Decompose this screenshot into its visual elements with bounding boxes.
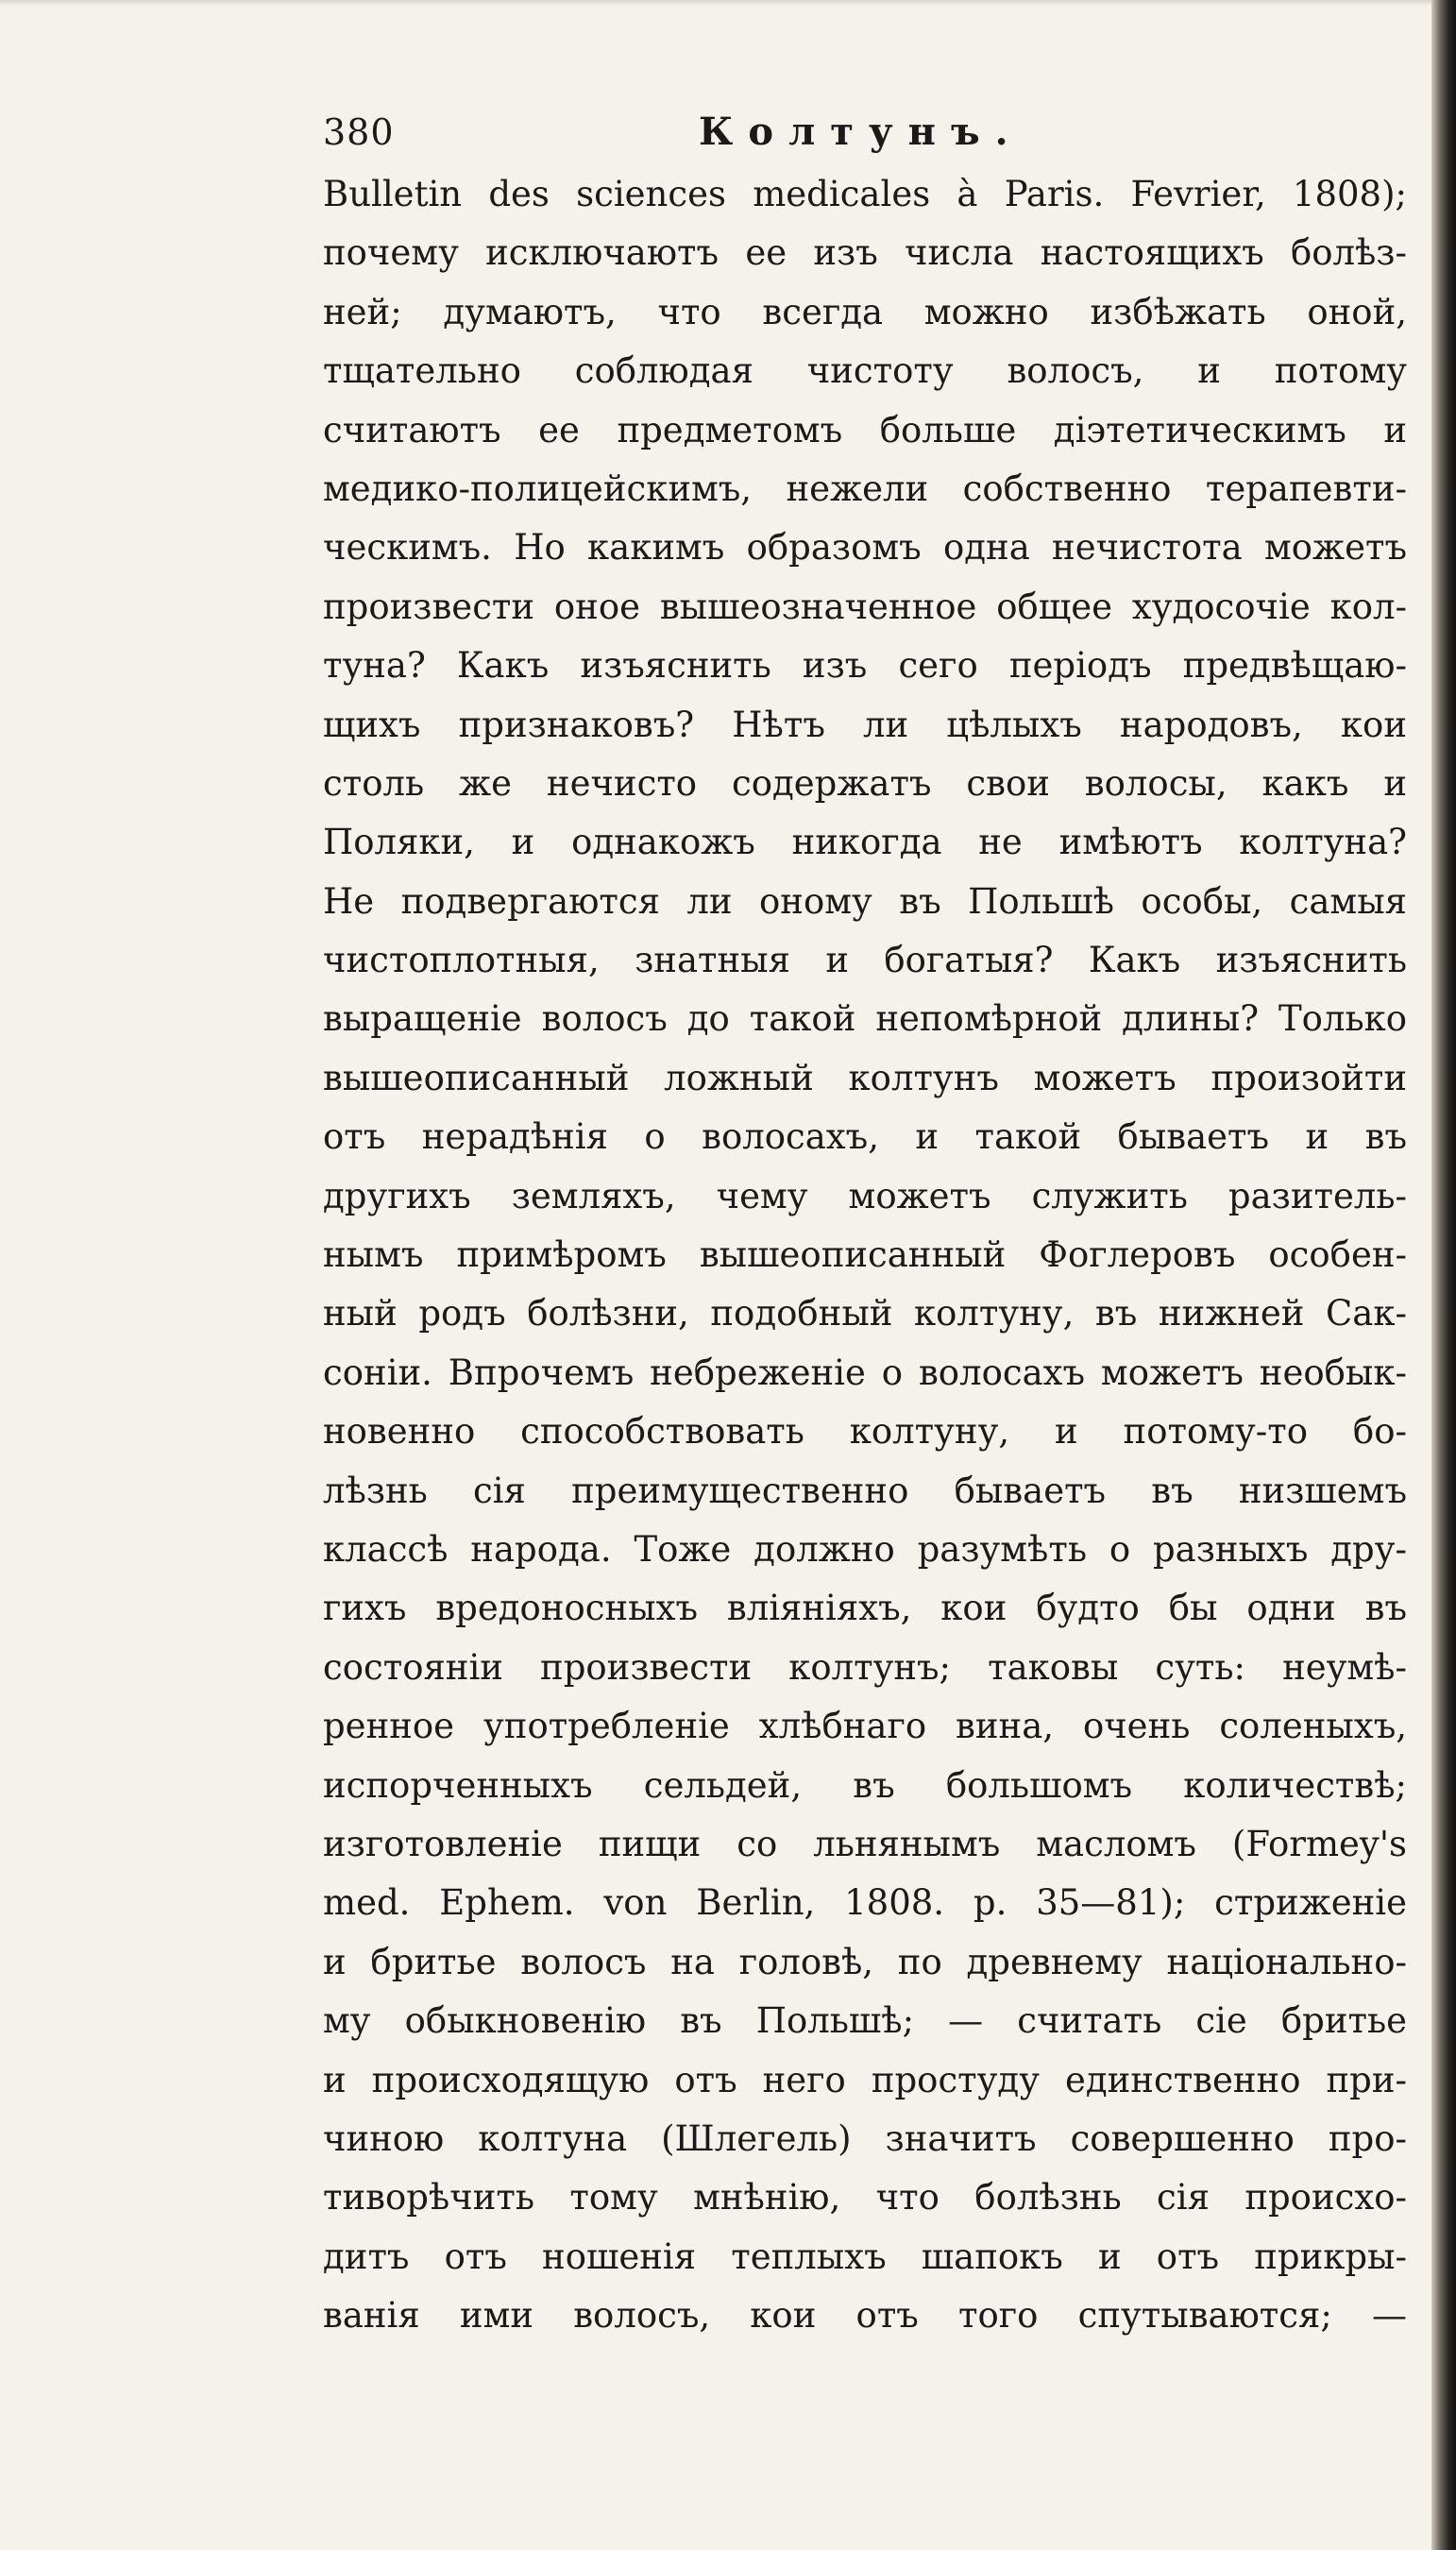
page-top-edge [0,0,1456,6]
text-line: произвести оное вышеозначенное общее худосочіе кол- [323,586,1407,627]
text-line: гихъ вредоносныхъ вліяніяхъ, кои будто бы одни въ [323,1588,1407,1629]
text-line: лѣзнь сія преимущественно бываетъ въ низшемъ [323,1470,1407,1511]
text-line: Не подвергаются ли оному въ Польшѣ особы, самыя [323,880,1407,922]
text-line: отъ нерадѣнія о волосахъ, и такой бываетъ и въ [323,1116,1407,1158]
page-binding-edge [1431,0,1456,2550]
text-line: столь же нечисто содержатъ свои волосы, какъ и [323,762,1407,804]
text-line: другихъ земляхъ, чему можетъ служить разитель- [323,1175,1407,1216]
text-line: ванія ими волосъ, кои отъ того спутываются; — [323,2295,1407,2337]
text-line: ренное употребленіе хлѣбнаго вина, очень соленыхъ, [323,1706,1407,1747]
text-line: новенно способствовать колтуну, и потому-то бо- [323,1411,1407,1453]
text-line: Bulletin des sciences medicales à Paris. Fevrier, 1808); [323,174,1407,214]
running-title: Колтунъ. [699,110,1024,154]
text-line: чиною колтуна (Шлегель) значитъ совершенно про- [323,2117,1407,2159]
text-line: щихъ признаковъ? Нѣтъ ли цѣлыхъ народовъ, кои [323,704,1407,745]
text-line: испорченныхъ сельдей, въ большомъ количествѣ; [323,1764,1407,1806]
text-line: вышеописанный ложный колтунъ можетъ произойти [323,1057,1407,1098]
text-line: дитъ отъ ношенія теплыхъ шапокъ и отъ прикры- [323,2236,1407,2277]
text-line: ней; думаютъ, что всегда можно избѣжать оной, [323,291,1407,332]
text-line: med. Ephem. von Berlin, 1808. p. 35—81); стриженіе [323,1882,1407,1924]
page-header [323,104,1173,161]
text-line: выращеніе волосъ до такой непомѣрной длины? Только [323,998,1407,1040]
text-line: изготовленіе пищи со льнянымъ масломъ (Formey's [323,1823,1407,1864]
text-line: классѣ народа. Тоже должно разумѣть о разныхъ дру- [323,1528,1407,1570]
text-line: почему исключаютъ ее изъ числа настоящихъ болѣз- [323,232,1407,274]
body-text [323,165,1407,2345]
page-number: 380 [323,111,395,153]
text-line: туна? Какъ изъяснить изъ сего періодъ предвѣщаю- [323,645,1407,687]
text-line: тщательно соблюдая чистоту волосъ, и потому [323,350,1407,392]
text-line: ный родъ болѣзни, подобный колтуну, въ нижней Сак- [323,1293,1407,1334]
text-line: состояніи произвести колтунъ; таковы суть: неумѣ- [323,1646,1407,1688]
text-line: Поляки, и однакожъ никогда не имѣютъ колтуна? [323,822,1407,863]
text-line: чистоплотныя, знатныя и богатыя? Какъ изъяснить [323,940,1407,981]
text-line: и происходящую отъ него простуду единственно при- [323,2059,1407,2100]
text-line: и бритье волосъ на головѣ, по древнему національно- [323,1941,1407,1982]
text-line: нымъ примѣромъ вышеописанный Фоглеровъ особен- [323,1234,1407,1276]
text-line: медико-полицейскимъ, нежели собственно терапевти- [323,468,1407,509]
text-line: считаютъ ее предметомъ больше діэтетическимъ и [323,409,1407,450]
text-line: тиворѣчить тому мнѣнію, что болѣзнь сія происхо- [323,2177,1407,2218]
text-line: ческимъ. Но какимъ образомъ одна нечистота можетъ [323,527,1407,569]
text-line: соніи. Впрочемъ небреженіе о волосахъ можетъ необык- [323,1352,1407,1393]
text-line: му обыкновенію въ Польшѣ; — считать сіе бритье [323,2000,1407,2042]
